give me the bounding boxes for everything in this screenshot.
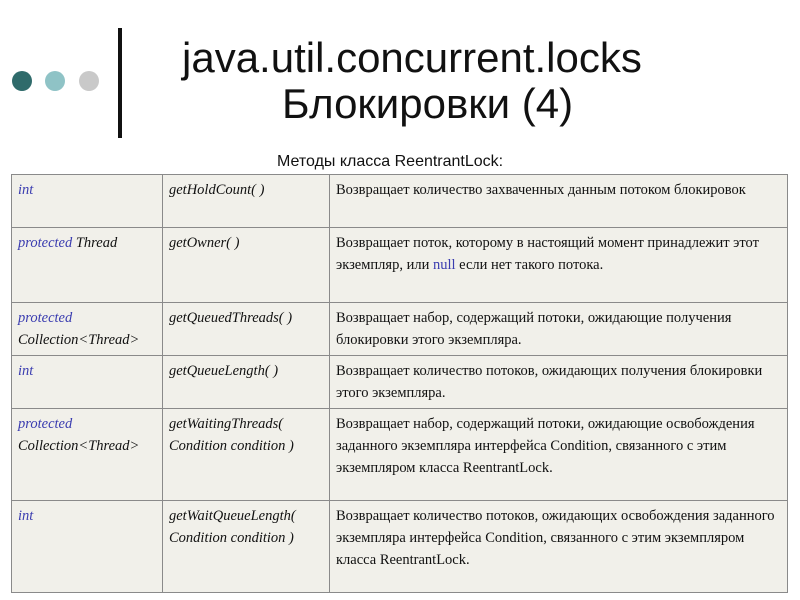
table-row	[12, 356, 788, 409]
bullet-dot-dark	[12, 71, 32, 91]
bullet-dot-light	[45, 71, 65, 91]
method-description: Возвращает количество захваченных данным потоком блокировок	[336, 182, 746, 198]
method-cell	[163, 303, 330, 356]
method-description-tail: если нет такого потока.	[455, 257, 604, 273]
method-description: Возвращает количество потоков, ожидающих освобождения заданного экземпляра интерфейса Condition, связанного с этим экземпляром класса ReentrantLock.	[336, 508, 775, 568]
description-cell	[330, 356, 788, 409]
method-params: Condition condition )	[169, 530, 294, 546]
title-divider	[118, 28, 122, 138]
method-cell	[163, 175, 330, 228]
type-keyword: int	[18, 363, 34, 379]
method-name: getQueueLength( )	[169, 363, 279, 379]
table-row	[12, 501, 788, 593]
type-name: Thread	[72, 235, 118, 251]
return-type-cell	[12, 501, 163, 593]
method-cell	[163, 228, 330, 303]
method-name: getOwner( )	[169, 235, 240, 251]
description-cell	[330, 303, 788, 356]
null-keyword: null	[432, 257, 456, 273]
table-caption: Методы класса ReentrantLock:	[277, 153, 504, 170]
return-type-cell	[12, 175, 163, 228]
table-row	[12, 409, 788, 501]
method-description: Возвращает количество потоков, ожидающих получения блокировки этого экземпляра.	[336, 363, 763, 401]
return-type-cell	[12, 356, 163, 409]
method-name: getHoldCount( )	[169, 182, 265, 198]
table-row	[12, 303, 788, 356]
return-type-cell	[12, 409, 163, 501]
method-params: Condition condition )	[169, 438, 294, 454]
method-cell	[163, 356, 330, 409]
type-keyword: protected	[18, 235, 73, 251]
method-description: Возвращает набор, содержащий потоки, ожидающие освобождения заданного экземпляра интерфейса Condition, связанного с этим экземпляром класса ReentrantLock.	[336, 416, 755, 476]
title-line-2: Блокировки (4)	[282, 80, 574, 127]
return-type-cell	[12, 228, 163, 303]
type-keyword: protected	[18, 310, 73, 326]
type-name: Collection<Thread>	[18, 438, 140, 454]
slide-title	[180, 35, 740, 127]
description-cell	[330, 228, 788, 303]
method-name: getWaitQueueLength(	[169, 508, 296, 524]
type-keyword: int	[18, 508, 34, 524]
method-description: Возвращает поток, которому в настоящий момент принадлежит этот экземпляр, или	[336, 235, 759, 273]
return-type-cell	[12, 303, 163, 356]
description-cell	[330, 175, 788, 228]
table-row	[12, 175, 788, 228]
bullet-dot-gray	[79, 71, 99, 91]
type-keyword: protected	[18, 416, 73, 432]
method-cell	[163, 501, 330, 593]
method-description: Возвращает набор, содержащий потоки, ожидающие получения блокировки этого экземпляра.	[336, 310, 732, 348]
table-row	[12, 228, 788, 303]
description-cell	[330, 409, 788, 501]
method-cell	[163, 409, 330, 501]
methods-table	[11, 174, 788, 593]
method-name: getWaitingThreads(	[169, 416, 284, 432]
method-name: getQueuedThreads( )	[169, 310, 293, 326]
description-cell	[330, 501, 788, 593]
title-line-1: java.util.concurrent.locks	[182, 34, 642, 81]
type-keyword: int	[18, 182, 34, 198]
type-name: Collection<Thread>	[18, 332, 140, 348]
